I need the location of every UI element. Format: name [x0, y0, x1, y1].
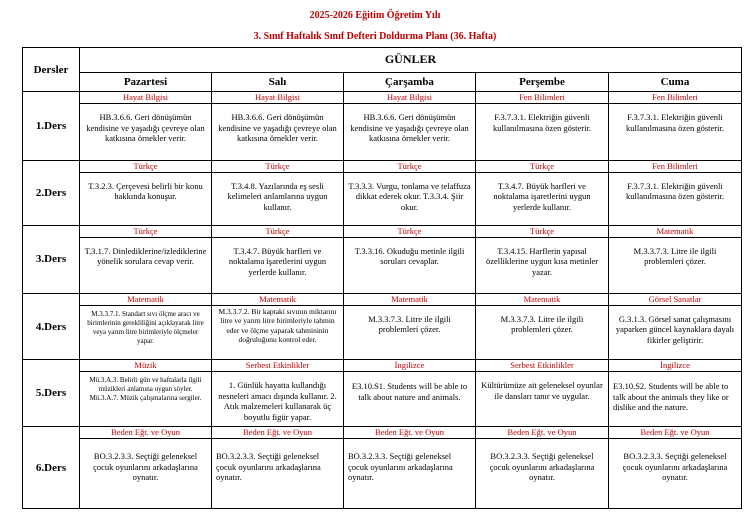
document-title: 2025-2026 Eğitim Öğretim Yılı — [309, 10, 441, 21]
lesson-label: 6.Ders — [23, 427, 80, 509]
plan-cell-monday — [80, 427, 212, 509]
objective-text: F.3.7.3.1. Elektriğin güvenli kullanılmasına özen gösterir. — [493, 112, 591, 133]
subject-label: Görsel Sanatlar — [609, 294, 741, 306]
lesson-label: 3.Ders — [23, 225, 80, 293]
objective-text: E3.10.S2. Students will be able to talk about the animals they like or dislike and the nature. — [613, 381, 729, 413]
lesson-row — [23, 427, 742, 509]
subject-label: Türkçe — [80, 226, 211, 238]
plan-cell-monday — [80, 92, 212, 160]
plan-cell-tuesday — [212, 92, 344, 160]
plan-cell-thursday — [476, 160, 609, 225]
plan-cell-tuesday — [212, 160, 344, 225]
plan-cell-thursday — [476, 225, 609, 293]
objective-text: T.3.4.15. Harflerin yapısal özelliklerine uygun kısa metinler yazar. — [485, 245, 599, 277]
lessons-header: Dersler — [23, 48, 80, 92]
day-header-thursday: Perşembe — [476, 72, 609, 92]
objective-text: BO.3.2.3.3. Seçtiği geleneksel çocuk oyunlarını arkadaşlarına oynatır. — [93, 451, 198, 483]
subject-label: Serbest Etkinlikler — [212, 360, 343, 372]
plan-cell-monday — [80, 360, 212, 427]
subject-label: Fen Bilimleri — [609, 92, 741, 104]
subject-label: Fen Bilimleri — [609, 161, 741, 173]
objective-text: HB.3.6.6. Geri dönüşümün kendisine ve yaşadığı çevreye olan katkısına örnekler verir. — [86, 112, 205, 144]
weekly-plan-table — [22, 47, 742, 509]
objective-text: T.3.4.8. Yazılarında eş sesli kelimeleri anlamlarına uygun kullanır. — [227, 180, 328, 212]
objective-text: M.3.3.7.3. Litre ile ilgili problemleri çözer. — [500, 313, 584, 335]
objective-text: T.3.4.7. Büyük harfleri ve noktalama işaretlerini uygun yerlerde kullanır. — [228, 245, 327, 277]
plan-cell-thursday — [476, 92, 609, 160]
lesson-label: 1.Ders — [23, 92, 80, 160]
subject-label: Hayat Bilgisi — [344, 92, 475, 104]
lesson-label: 2.Ders — [23, 160, 80, 225]
subject-label: İngilizce — [344, 360, 475, 372]
plan-cell-monday — [80, 160, 212, 225]
plan-cell-friday — [609, 225, 742, 293]
subject-label: Matematik — [476, 294, 608, 306]
subject-label: Türkçe — [344, 161, 475, 173]
subject-label: Türkçe — [80, 161, 211, 173]
objective-text: HB.3.6.6. Geri dönüşümün kendisine ve yaşadığı çevreye olan katkısına örnekler verir. — [218, 112, 337, 144]
plan-cell-thursday — [476, 293, 609, 359]
subject-label: Türkçe — [212, 226, 343, 238]
subject-label: Serbest Etkinlikler — [476, 360, 608, 372]
subject-label: Türkçe — [344, 226, 475, 238]
objective-text: G.3.1.3. Görsel sanat çalışmasını yaparken güncel kaynaklara dayalı fikirler geliştirir. — [615, 313, 735, 345]
subject-label: İngilizce — [609, 360, 741, 372]
plan-cell-tuesday — [212, 360, 344, 427]
subject-label: Hayat Bilgisi — [212, 92, 343, 104]
lesson-row — [23, 360, 742, 427]
subject-label: Türkçe — [476, 161, 608, 173]
subject-label: Beden Eğt. ve Oyun — [344, 427, 475, 439]
objective-text: T.3.2.3. Çerçevesi belirli bir konu hakkında konuşur. — [88, 180, 203, 202]
subject-label: Müzik — [80, 360, 211, 372]
plan-cell-thursday — [476, 360, 609, 427]
subject-label: Matematik — [609, 226, 741, 238]
objective-text: M.3.3.7.1. Standart sıvı ölçme aracı ve birimlerinin gerekliliğini açıklayarak litre veya yarım litre birimleriyle ölçmeler yapar. — [87, 309, 204, 345]
day-header-wednesday: Çarşamba — [344, 72, 476, 92]
plan-cell-thursday — [476, 427, 609, 509]
objective-text: HB.3.6.6. Geri dönüşümün kendisine ve yaşadığı çevreye olan katkısına örnekler verir. — [350, 112, 469, 144]
document-subtitle: 3. Sınıf Haftalık Sınıf Defteri Doldurma Planı (36. Hafta) — [253, 31, 497, 42]
objective-text: Mü.3.A.3. Belirli gün ve haftalarla ilgili müzikleri anlamına uygun söyler. Mü.3.A.7. Müzik çalışmalarına sergiler. — [89, 376, 202, 403]
subject-label: Matematik — [344, 294, 475, 306]
subject-label: Matematik — [80, 294, 211, 306]
objective-text: F.3.7.3.1. Elektriğin güvenli kullanılmasına özen gösterir. — [626, 112, 724, 133]
lesson-row — [23, 293, 742, 359]
objective-text: E3.10.S1. Students will be able to talk about nature and animals. — [351, 381, 468, 402]
subject-label: Beden Eğt. ve Oyun — [80, 427, 211, 439]
objective-text: Kültürümüze ait geleneksel oyunlar ile dansları tanır ve uygular. — [481, 380, 603, 401]
lesson-row — [23, 225, 742, 293]
objective-text: M.3.3.7.3. Litre ile ilgili problemleri çözer. — [368, 313, 451, 335]
plan-cell-wednesday — [344, 92, 476, 160]
subject-label: Beden Eğt. ve Oyun — [212, 427, 343, 439]
plan-cell-monday — [80, 225, 212, 293]
plan-cell-monday — [80, 293, 212, 359]
plan-cell-wednesday — [344, 427, 476, 509]
plan-cell-tuesday — [212, 293, 344, 359]
days-group-header: GÜNLER — [80, 48, 742, 73]
plan-cell-wednesday — [344, 360, 476, 427]
objective-text: 1. Günlük hayatta kullandığı nesneleri amacı dışında kullanır. 2. Atık malzemeleri kullanarak üç boyutlu figür yapar. — [218, 380, 337, 422]
objective-text: M.3.3.7.2. Bir kaptaki sıvının miktarını litre ve yarım litre birimleriyle tahmin eder ve ölçme yaparak tahmininin doğruluğunu kontrol eder. — [218, 306, 337, 345]
lesson-label: 5.Ders — [23, 360, 80, 427]
objective-text: M.3.3.7.3. Litre ile ilgili problemleri çözer. — [633, 245, 717, 267]
plan-cell-friday — [609, 293, 742, 359]
day-header-friday: Cuma — [609, 72, 742, 92]
objective-text: BO.3.2.3.3. Seçtiği geleneksel çocuk oyunlarını arkadaşlarına oynatır. — [622, 451, 728, 483]
subject-label: Fen Bilimleri — [476, 92, 608, 104]
plan-cell-tuesday — [212, 427, 344, 509]
lesson-label: 4.Ders — [23, 293, 80, 359]
lesson-row — [23, 92, 742, 160]
subject-label: Matematik — [212, 294, 343, 306]
plan-cell-friday — [609, 360, 742, 427]
plan-cell-wednesday — [344, 160, 476, 225]
objective-text: BO.3.2.3.3. Seçtiği geleneksel çocuk oyunlarını arkadaşlarına oynatır. — [489, 451, 595, 483]
plan-cell-wednesday — [344, 293, 476, 359]
day-header-monday: Pazartesi — [80, 72, 212, 92]
objective-text: F.3.7.3.1. Elektriğin güvenli kullanılmasına özen gösterir. — [626, 180, 724, 202]
objective-text: T.3.1.7. Dinlediklerine/izlediklerine yönelik sorulara cevap verir. — [84, 245, 207, 267]
objective-text: T.3.3.3. Vurgu, tonlama ve telaffuza dikkat ederek okur. T.3.3.4. Şiir okur. — [348, 180, 471, 212]
subject-label: Hayat Bilgisi — [80, 92, 211, 104]
day-header-tuesday: Salı — [212, 72, 344, 92]
plan-cell-friday — [609, 160, 742, 225]
objective-text: T.3.3.16. Okuduğu metinle ilgili soruları cevaplar. — [354, 245, 465, 267]
subject-label: Türkçe — [212, 161, 343, 173]
objective-text: T.3.4.7. Büyük harfleri ve noktalama işaretlerini uygun yerlerde kullanır. — [493, 180, 591, 212]
subject-label: Türkçe — [476, 226, 608, 238]
plan-cell-friday — [609, 427, 742, 509]
lesson-row — [23, 160, 742, 225]
plan-cell-tuesday — [212, 225, 344, 293]
plan-cell-friday — [609, 92, 742, 160]
subject-label: Beden Eğt. ve Oyun — [476, 427, 608, 439]
subject-label: Beden Eğt. ve Oyun — [609, 427, 741, 439]
objective-text: BO.3.2.3.3. Seçtiği geleneksel çocuk oyunlarını arkadaşlarına oynatır. — [216, 451, 321, 483]
plan-cell-wednesday — [344, 225, 476, 293]
objective-text: BO.3.2.3.3. Seçtiği geleneksel çocuk oyunlarını arkadaşlarına oynatır. — [348, 451, 453, 483]
